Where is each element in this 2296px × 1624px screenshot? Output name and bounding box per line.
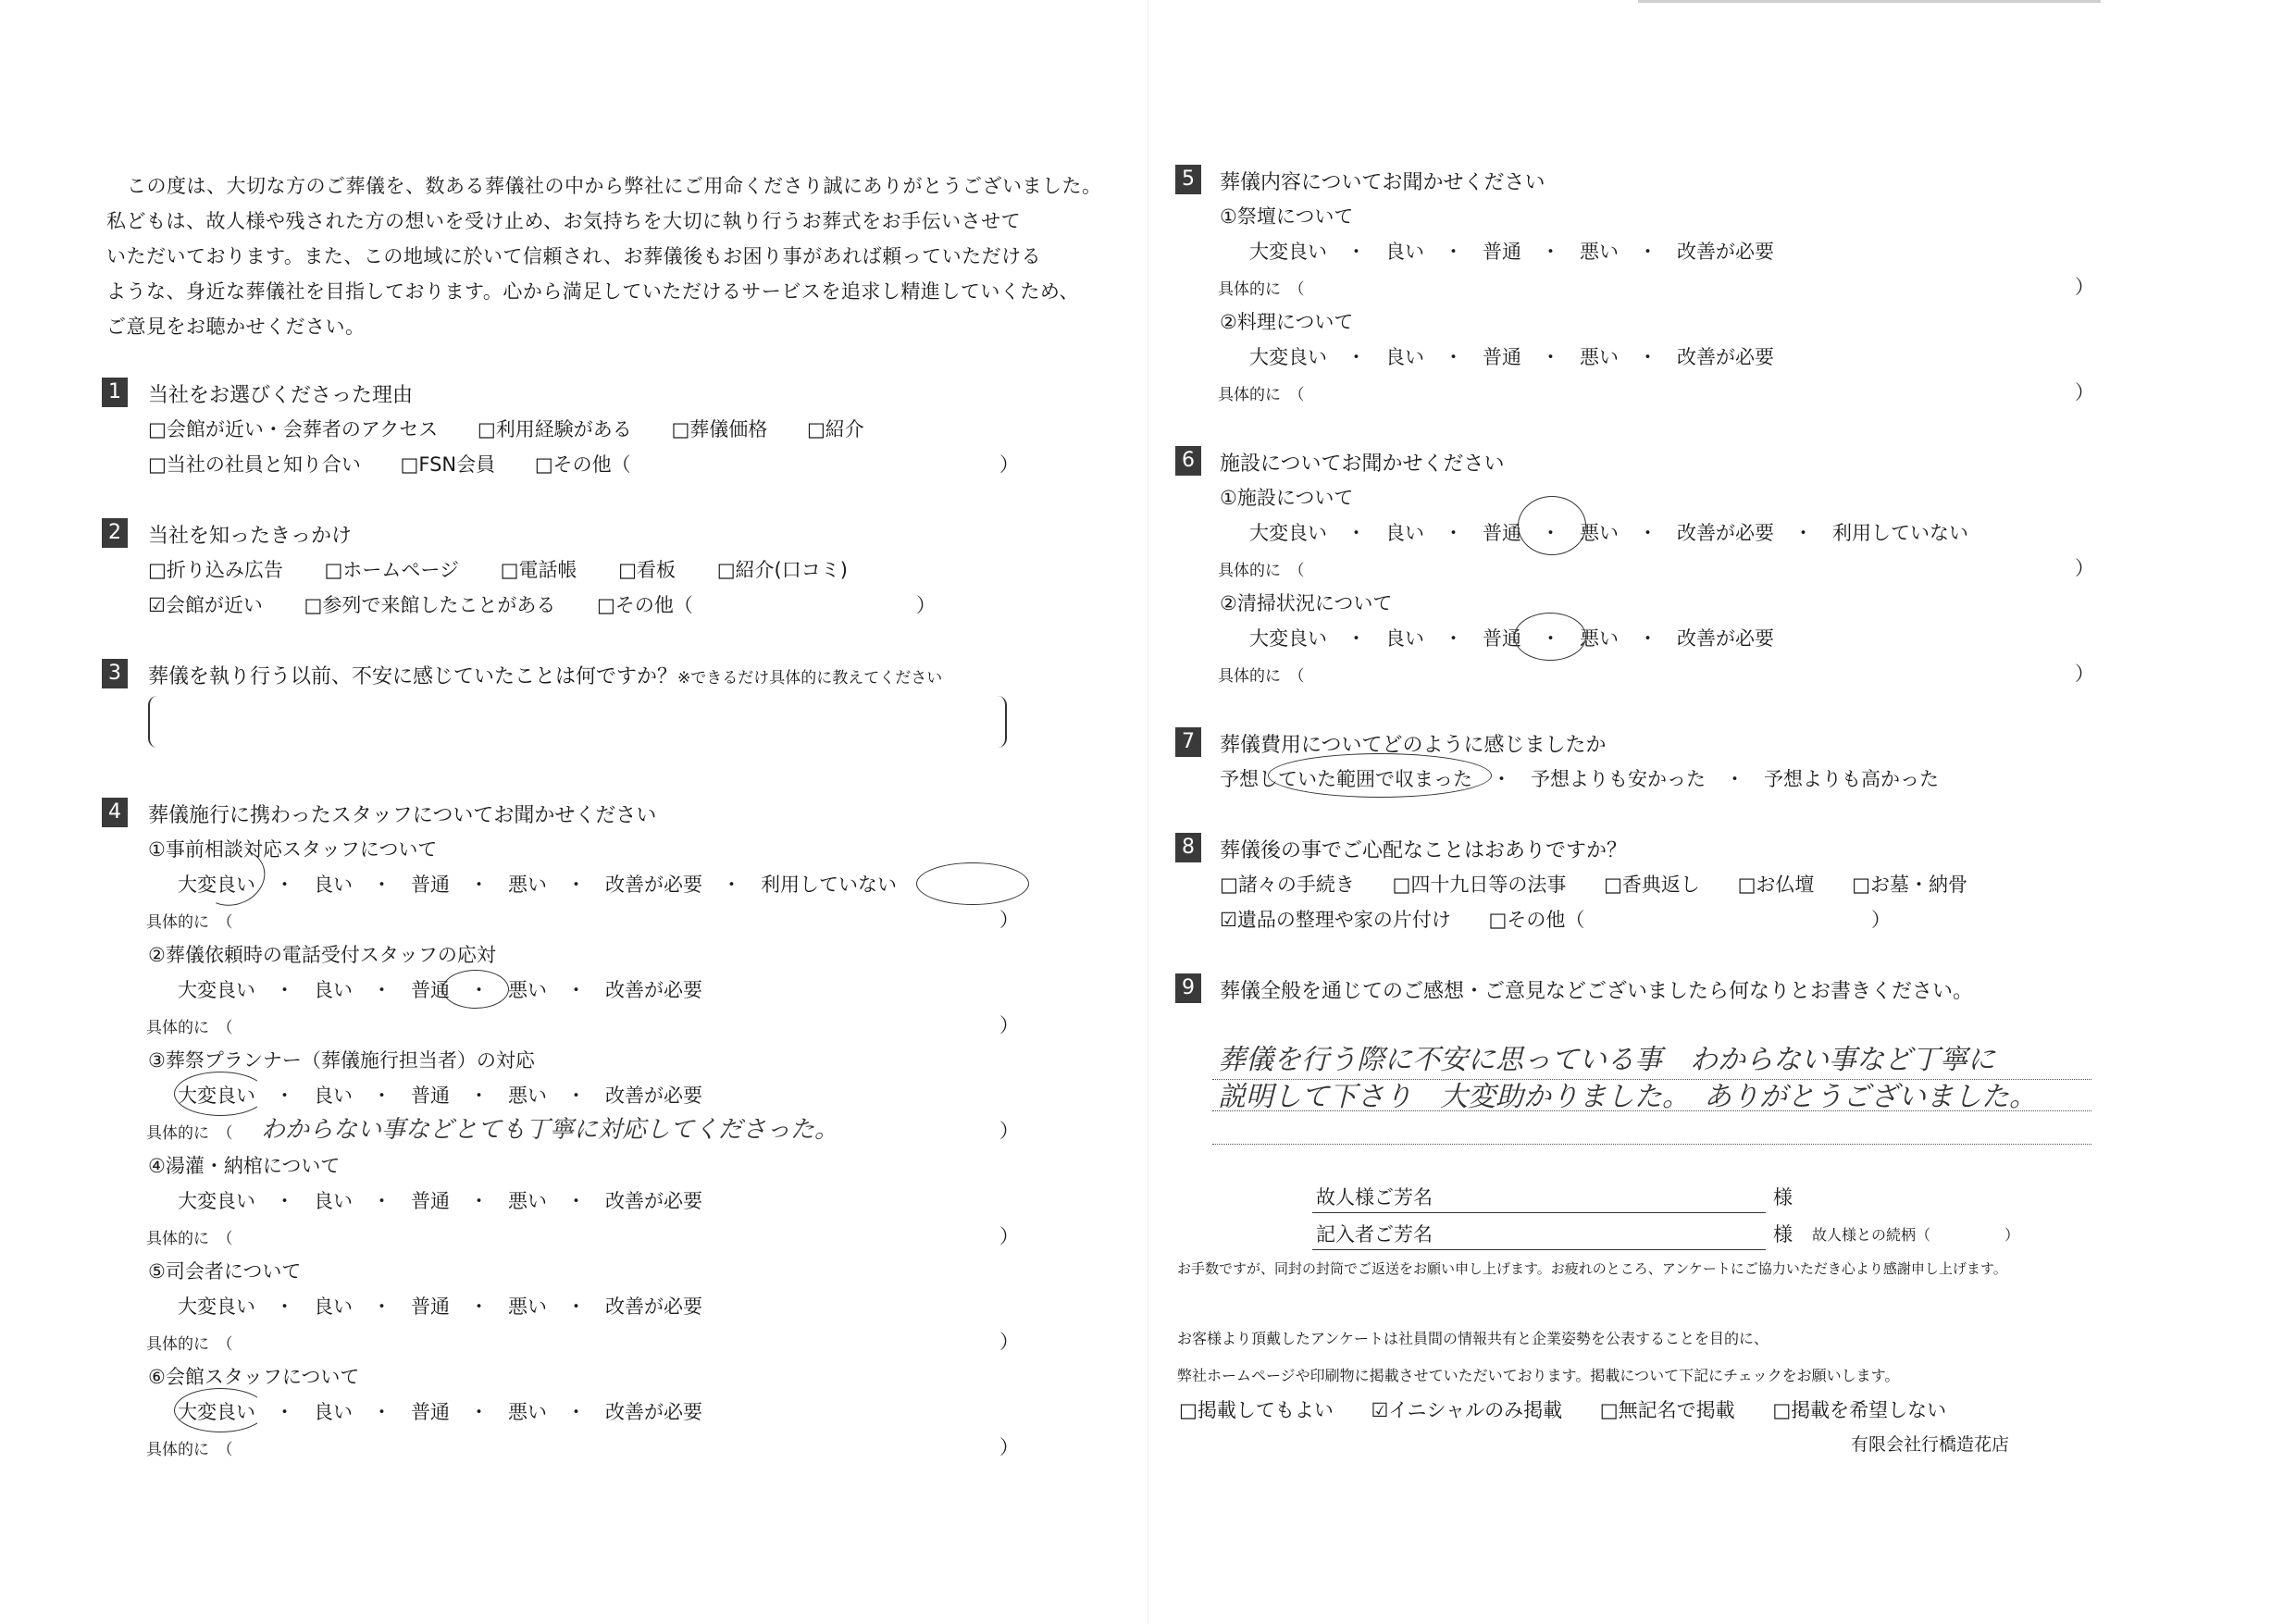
checkbox-option[interactable]: □利用経験がある: [477, 418, 632, 440]
sub-question-label: ①事前相談対応スタッフについて: [148, 838, 438, 861]
rating-options[interactable]: 大変良い ・ 良い ・ 普通 ・ 悪い ・ 改善が必要: [178, 1085, 702, 1107]
detail-label: 具体的に （: [1218, 280, 1305, 299]
intro-text: [106, 168, 1102, 344]
publish-note: 弊社ホームページや印刷物に掲載させていただいております。掲載について下記にチェックをお願いします。: [1177, 1367, 1900, 1384]
q8-options-row2: [1220, 905, 1584, 933]
handwritten-comment: わからない事などとても丁寧に対応してくださった。: [261, 1116, 839, 1144]
checkbox-option[interactable]: □その他（: [597, 594, 693, 616]
selection-circle: [174, 1388, 267, 1432]
question-title: 当社をお選びくださった理由: [148, 384, 414, 407]
question-number: 1: [102, 378, 128, 407]
checkbox-option[interactable]: ☑会館が近い: [148, 594, 263, 616]
checkbox-option[interactable]: ☑遺品の整理や家の片付け: [1220, 909, 1451, 931]
close-paren: ）: [999, 1331, 1019, 1353]
publish-note: お客様より頂戴したアンケートは社員間の情報共有と企業姿勢を公表することを目的に、: [1177, 1330, 1769, 1347]
rating-options[interactable]: 大変良い ・ 良い ・ 普通 ・ 悪い ・ 改善が必要: [178, 979, 702, 1001]
question-number: 4: [102, 798, 128, 827]
question-number: 5: [1175, 165, 1201, 194]
sub-question-label: ②葬儀依頼時の電話受付スタッフの応対: [148, 944, 496, 966]
question-title: [148, 661, 942, 689]
q8-options-row1: [1220, 870, 1967, 898]
deceased-name-label: 故人様ご芳名: [1316, 1186, 1433, 1209]
checkbox-option[interactable]: □お仏壇: [1737, 874, 1815, 896]
selection-circle: [1268, 753, 1492, 798]
rating-options[interactable]: 大変良い ・ 良い ・ 普通 ・ 悪い ・ 改善が必要: [1249, 241, 1774, 263]
intro-line: いただいております。また、この地域に於いて信頼され、お葬儀後もお困り事があれば頼っていただける: [106, 245, 1042, 267]
detail-label: 具体的に （: [146, 1124, 233, 1143]
question-title: 葬儀内容についてお聞かせください: [1220, 171, 1545, 194]
question-title: 葬儀後の事でご心配なことはおありですか？: [1220, 839, 1628, 862]
sub-question-label: ⑤司会者について: [148, 1260, 302, 1283]
q3-answer-area[interactable]: [148, 696, 1007, 748]
selection-circle: [174, 1072, 267, 1116]
detail-label: 具体的に （: [146, 1230, 233, 1248]
question-title: 葬儀全般を通じてのご感想・ご意見などございましたら何なりとお書きください。: [1220, 980, 1974, 1003]
question-number: 7: [1175, 727, 1201, 757]
sub-question-label: ②清掃状況について: [1220, 592, 1393, 614]
checkbox-option[interactable]: □看板: [618, 559, 676, 581]
checkbox-option[interactable]: □掲載を希望しない: [1772, 1399, 1947, 1421]
detail-label: 具体的に （: [1218, 386, 1305, 404]
checkbox-option[interactable]: □お墓・納骨: [1852, 874, 1967, 896]
question-title: 施設についてお聞かせください: [1220, 452, 1505, 476]
close-paren: ）: [2075, 663, 2094, 685]
checkbox-option[interactable]: □無記名で掲載: [1599, 1399, 1735, 1421]
checkbox-option[interactable]: □ホームページ: [324, 559, 459, 581]
selection-circle: [442, 970, 509, 1009]
close-paren: ）: [2075, 557, 2094, 579]
q2-options-row1: [148, 555, 848, 583]
selection-circle: [916, 862, 1029, 905]
detail-label: 具体的に （: [146, 1019, 233, 1037]
close-paren: ）: [2075, 276, 2094, 298]
close-paren: ）: [916, 594, 936, 616]
detail-label: 具体的に （: [146, 913, 233, 932]
checkbox-option[interactable]: □葬儀価格: [671, 418, 768, 440]
close-paren: ）: [1871, 909, 1891, 931]
rating-options[interactable]: 大変良い ・ 良い ・ 普通 ・ 悪い ・ 改善が必要 ・ 利用していない: [1249, 522, 1968, 544]
ruled-line: [1212, 1144, 2091, 1145]
company-name: 有限会社行橋造花店: [1851, 1434, 2010, 1455]
close-paren: ）: [999, 909, 1019, 931]
return-note: お手数ですが、同封の封筒でご返送をお願い申し上げます。お疲れのところ、アンケートにご協力いただき心より感謝申し上げます。: [1177, 1260, 2007, 1277]
checkbox-option[interactable]: □当社の社員と知り合い: [148, 453, 361, 476]
sub-question-label: ⑥会館スタッフについて: [148, 1366, 360, 1388]
question-number: 8: [1175, 833, 1201, 862]
detail-label: 具体的に （: [1218, 667, 1305, 686]
question-note: ※できるだけ具体的に教えてください: [677, 669, 943, 688]
rating-options[interactable]: 大変良い ・ 良い ・ 普通 ・ 悪い ・ 改善が必要: [178, 1401, 702, 1423]
selection-circle: [1514, 613, 1586, 661]
sub-question-label: ③葬祭プランナー（葬儀施行担当者）の対応: [148, 1049, 535, 1072]
deceased-name-line[interactable]: [1312, 1212, 1766, 1213]
checkbox-option[interactable]: □諸々の手続き: [1220, 874, 1355, 896]
question-number: 2: [102, 518, 128, 548]
sub-question-label: ①祭壇について: [1220, 205, 1354, 228]
q1-options-row1: [148, 415, 864, 442]
q2-options-row2: [148, 590, 693, 618]
close-paren: ）: [999, 1436, 1019, 1458]
detail-label: 具体的に （: [146, 1441, 233, 1459]
checkbox-option[interactable]: ☑イニシャルのみ掲載: [1371, 1399, 1563, 1421]
rating-options[interactable]: 大変良い ・ 良い ・ 普通 ・ 悪い ・ 改善が必要: [1249, 627, 1774, 650]
close-paren: ）: [999, 453, 1019, 476]
question-title: 当社を知ったきっかけ: [148, 525, 353, 548]
top-edge-mark: [1638, 0, 2101, 3]
question-number: 3: [102, 659, 128, 688]
sub-question-label: ①施設について: [1220, 487, 1354, 509]
checkbox-option[interactable]: □電話帳: [500, 559, 577, 581]
checkbox-option[interactable]: □会館が近い・会葬者のアクセス: [148, 418, 439, 440]
checkbox-option[interactable]: □FSN会員: [400, 453, 496, 476]
rating-options[interactable]: 大変良い ・ 良い ・ 普通 ・ 悪い ・ 改善が必要 ・ 利用していない: [178, 874, 897, 896]
intro-line: ご意見をお聴かせください。: [106, 316, 366, 338]
intro-line: ような、身近な葬儀社を目指しております。心から満足していただけるサービスを追求し精進していくため、: [106, 280, 1079, 303]
intro-line: 私どもは、故人様や残された方の想いを受け止め、お気持ちを大切に執り行うお葬式をお手伝いさせて: [106, 210, 1022, 232]
q1-options-row2: [148, 450, 631, 477]
close-paren: ）: [999, 1120, 1019, 1142]
handwritten-comment: 葬儀を行う際に不安に思っている事 わからない事など丁寧に: [1218, 1044, 1995, 1076]
checkbox-option[interactable]: □香典返し: [1604, 874, 1700, 896]
selection-circle: [1518, 496, 1586, 555]
checkbox-option[interactable]: □折り込み広告: [148, 559, 283, 581]
checkbox-option[interactable]: □その他（: [1488, 909, 1585, 931]
handwritten-comment: 説明して下さり 大変助かりました。 ありがとうございました。: [1218, 1081, 2037, 1113]
honorific: 様: [1773, 1223, 1793, 1246]
close-paren: ）: [999, 1225, 1019, 1247]
relation-label: 故人様との続柄（ ）: [1812, 1226, 2020, 1244]
checkbox-option[interactable]: □紹介: [806, 418, 864, 440]
checkbox-option[interactable]: □参列で来館したことがある: [304, 594, 556, 616]
checkbox-option[interactable]: □掲載してもよい: [1179, 1399, 1334, 1421]
detail-label: 具体的に （: [146, 1335, 233, 1354]
checkbox-option[interactable]: □四十九日等の法事: [1392, 874, 1567, 896]
question-title: 葬儀費用についてどのように感じましたか: [1220, 734, 1607, 757]
rating-options[interactable]: 大変良い ・ 良い ・ 普通 ・ 悪い ・ 改善が必要: [1249, 346, 1774, 368]
sub-question-label: ②料理について: [1220, 311, 1354, 333]
honorific: 様: [1773, 1186, 1793, 1209]
question-number: 6: [1175, 446, 1201, 476]
writer-name-label: 記入者ご芳名: [1316, 1223, 1433, 1246]
close-paren: ）: [2075, 381, 2094, 403]
rating-options[interactable]: 大変良い ・ 良い ・ 普通 ・ 悪い ・ 改善が必要: [178, 1190, 702, 1212]
checkbox-option[interactable]: □紹介(口コミ): [716, 559, 848, 581]
rating-options[interactable]: 大変良い ・ 良い ・ 普通 ・ 悪い ・ 改善が必要: [178, 1295, 702, 1318]
question-title-text: 葬儀を執り行う以前、不安に感じていたことは何ですか？: [148, 665, 678, 688]
cost-options[interactable]: 予想していた範囲で収まった ・ 予想よりも安かった ・ 予想よりも高かった: [1220, 768, 1939, 790]
question-title: 葬儀施行に携わったスタッフについてお聞かせください: [148, 804, 657, 827]
close-paren: ）: [999, 1014, 1019, 1036]
checkbox-option[interactable]: □その他（: [534, 453, 631, 476]
publish-choices: [1179, 1395, 1946, 1423]
detail-label: 具体的に （: [1218, 562, 1305, 580]
question-number: 9: [1175, 973, 1201, 1003]
sub-question-label: ④湯灌・納棺について: [148, 1155, 341, 1177]
writer-name-line[interactable]: [1312, 1249, 1766, 1250]
intro-line: この度は、大切な方のご葬儀を、数ある葬儀社の中から弊社にご用命くださり誠にありがとうございました。: [127, 175, 1102, 197]
